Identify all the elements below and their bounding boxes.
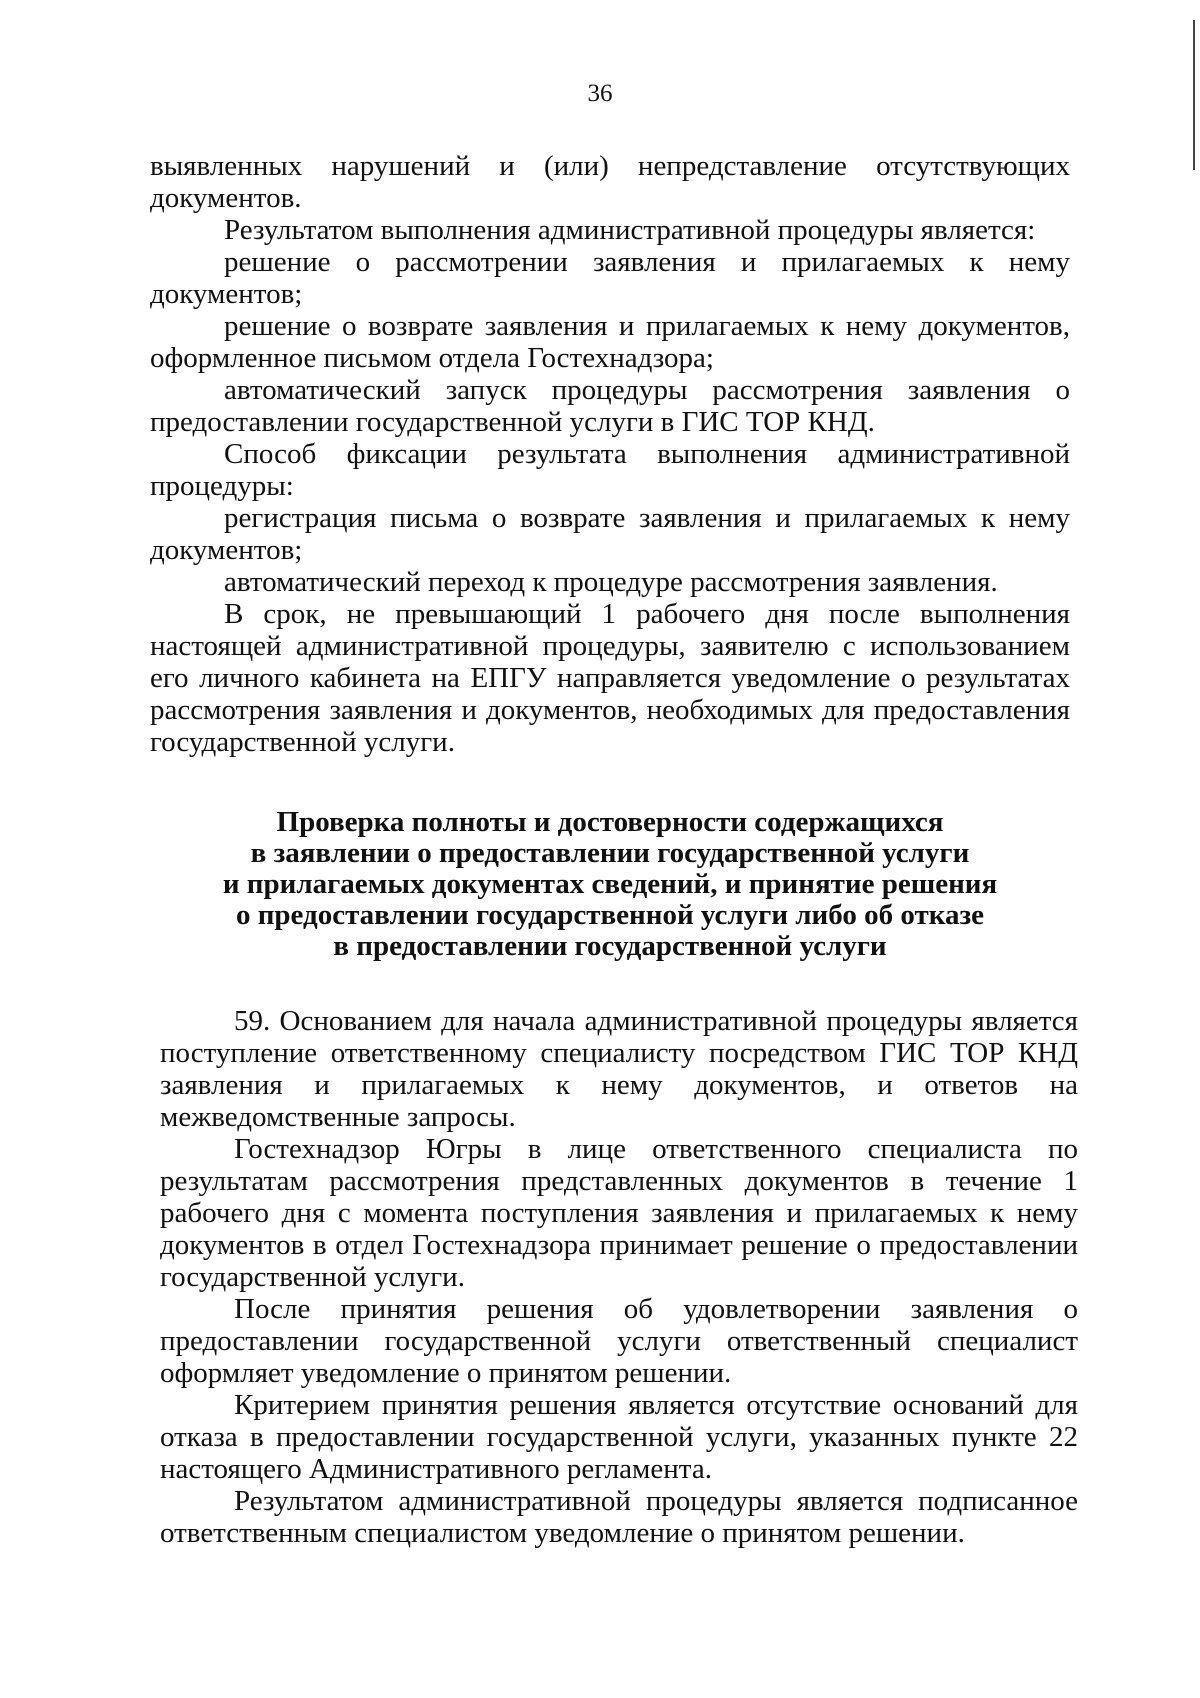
paragraph: 59. Основанием для начала административной процедуры является поступление ответственному специалисту посредством ГИС ТОР КНД заявления и прилагаемых к нему документов, и ответов на межведомственные запросы. [160, 1005, 1078, 1133]
paragraph: Способ фиксации результата выполнения административной процедуры: [150, 438, 1070, 502]
heading-line: Проверка полноты и достоверности содержащихся [276, 806, 944, 838]
section-heading [160, 807, 1060, 962]
paragraph: автоматический переход к процедуре рассмотрения заявления. [224, 566, 998, 598]
paragraph: Результатом административной процедуры является подписанное ответственным специалистом уведомление о принятом решении. [160, 1485, 1078, 1549]
paragraph: Гостехнадзор Югры в лице ответственного специалиста по результатам рассмотрения представленных документов в течение 1 рабочего дня с момента поступления заявления и прилагаемых к нему документов в отдел Гостехнадзора принимает решение о предоставлении государственной услуги. [160, 1133, 1078, 1293]
paragraph: регистрация письма о возврате заявления и прилагаемых к нему документов; [150, 502, 1070, 566]
paragraph: автоматический запуск процедуры рассмотрения заявления о предоставлении государственной услуги в ГИС ТОР КНД. [150, 374, 1070, 438]
paragraph: решение о возврате заявления и прилагаемых к нему документов, оформленное письмом отдела Гостехнадзора; [150, 310, 1070, 374]
paragraph: После принятия решения об удовлетворении заявления о предоставлении государственной услуги ответственный специалист оформляет уведомление о принятом решении. [160, 1293, 1078, 1389]
heading-line: и прилагаемых документах сведений, и принятие решения [222, 868, 998, 900]
heading-line: о предоставлении государственной услуги либо об отказе [235, 899, 985, 931]
paragraph: В срок, не превышающий 1 рабочего дня после выполнения настоящей административной процедуры, заявителю с использованием его личного кабинета на ЕПГУ направляется уведомление о результатах рассмотрения заявления и документов, необходимых для предоставления государственной услуги. [150, 598, 1070, 758]
text-section-a [150, 150, 1070, 758]
text-section-b [160, 1005, 1078, 1549]
paragraph: выявленных нарушений и (или) непредставление отсутствующих документов. [150, 150, 1070, 214]
heading-line: в предоставлении государственной услуги [333, 930, 887, 962]
paragraph: Результатом выполнения административной процедуры является: [224, 214, 1036, 246]
page-number: 36 [587, 80, 613, 107]
heading-line: в заявлении о предоставлении государственной услуги [250, 837, 970, 869]
paragraph: решение о рассмотрении заявления и прилагаемых к нему документов; [150, 246, 1070, 310]
paragraph: Критерием принятия решения является отсутствие оснований для отказа в предоставлении государственной услуги, указанных пункте 22 настоящего Административного регламента. [160, 1389, 1078, 1485]
